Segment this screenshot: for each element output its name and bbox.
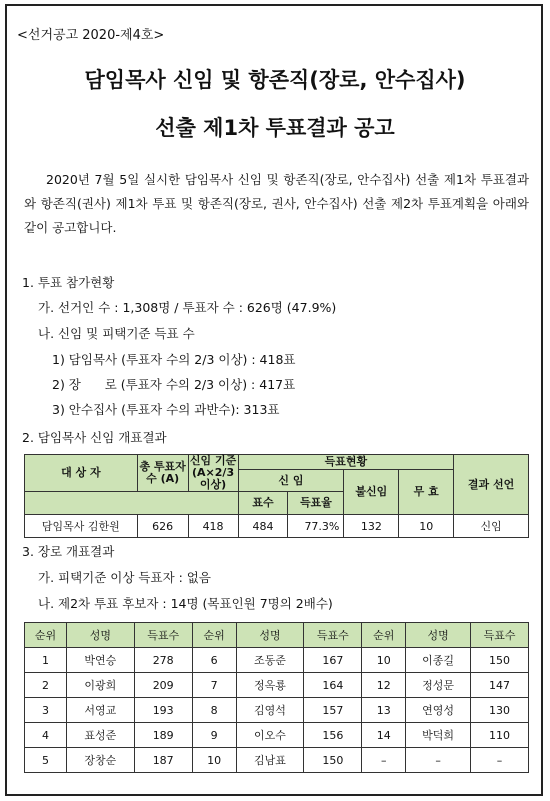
cell: 7 xyxy=(192,673,236,698)
header-standard: 신임 기준 (A×2/3 이상) xyxy=(189,454,237,491)
cell: – xyxy=(406,748,471,773)
cell: 14 xyxy=(362,723,406,748)
cell: 8 xyxy=(192,698,236,723)
cell: 4 xyxy=(25,723,67,748)
cell: 110 xyxy=(471,723,529,748)
cell: 484 xyxy=(238,515,288,538)
intro-paragraph xyxy=(24,168,529,240)
criteria-item: 1) 담임목사 (투표자 수의 2/3 이상) : 418표 xyxy=(52,352,296,367)
cell: – xyxy=(362,748,406,773)
table-row xyxy=(25,515,529,538)
section-1-heading: 1. 투표 참가현황 xyxy=(22,275,115,290)
cell: 김영석 xyxy=(236,698,304,723)
cell: 150 xyxy=(471,648,529,673)
header-status: 득표현황 xyxy=(238,455,454,470)
cell: 연영성 xyxy=(406,698,471,723)
elder-result-table xyxy=(24,622,529,773)
elder-line-b: 나. 제2차 투표 후보자 : 14명 (목표인원 7명의 2배수) xyxy=(38,596,333,611)
header-total: 총 투표자수 (A) xyxy=(137,455,188,492)
elder-line-a: 가. 피택기준 이상 득표자 : 없음 xyxy=(38,570,211,585)
cell: 정성문 xyxy=(406,673,471,698)
cell: 167 xyxy=(304,648,362,673)
section-2-heading: 2. 담임목사 신임 개표결과 xyxy=(22,430,167,445)
cell: 150 xyxy=(304,748,362,773)
header-result: 결과 선언 xyxy=(454,455,529,515)
cell: 정옥룡 xyxy=(236,673,304,698)
cell: 이종길 xyxy=(406,648,471,673)
header-confidence: 신 임 xyxy=(238,470,344,492)
header-target: 대 상 자 xyxy=(25,455,138,492)
cell: 장창순 xyxy=(66,748,134,773)
cell: 조동준 xyxy=(236,648,304,673)
cell: 박덕희 xyxy=(406,723,471,748)
header-name: 성명 xyxy=(236,623,304,648)
table-row xyxy=(25,648,529,673)
header-spacer xyxy=(25,492,239,515)
cell: 278 xyxy=(134,648,192,673)
cell: 이오수 xyxy=(236,723,304,748)
cell: 박연승 xyxy=(66,648,134,673)
cell: – xyxy=(471,748,529,773)
cell: 김남표 xyxy=(236,748,304,773)
table-row xyxy=(25,698,529,723)
voters-line: 가. 선거인 수 : 1,308명 / 투표자 수 : 626명 (47.9%) xyxy=(38,300,337,315)
cell: 6 xyxy=(192,648,236,673)
header-rank: 순위 xyxy=(25,623,67,648)
criteria-item: 2) 장 로 (투표자 수의 2/3 이상) : 417표 xyxy=(52,377,296,392)
pastor-result-table xyxy=(24,454,529,538)
cell: 189 xyxy=(134,723,192,748)
cell: 신임 xyxy=(454,515,529,538)
cell: 130 xyxy=(471,698,529,723)
cell: 626 xyxy=(137,515,188,538)
table-row xyxy=(25,723,529,748)
cell: 187 xyxy=(134,748,192,773)
cell: 132 xyxy=(344,515,399,538)
header-votes: 득표수 xyxy=(471,623,529,648)
title-line-2: 선출 제1차 투표결과 공고 xyxy=(155,116,395,140)
header-name: 성명 xyxy=(406,623,471,648)
cell: 10 xyxy=(192,748,236,773)
cell: 1 xyxy=(25,648,67,673)
table-row xyxy=(25,673,529,698)
header-rank: 순위 xyxy=(362,623,406,648)
header-invalid: 무 효 xyxy=(399,470,454,515)
table-row xyxy=(25,748,529,773)
cell: 3 xyxy=(25,698,67,723)
header-votes: 득표수 xyxy=(304,623,362,648)
cell: 418 xyxy=(188,515,238,538)
cell: 13 xyxy=(362,698,406,723)
title-line-1: 담임목사 신임 및 항존직(장로, 안수집사) xyxy=(84,68,466,92)
header-rank: 순위 xyxy=(192,623,236,648)
header-name: 성명 xyxy=(66,623,134,648)
cell: 서영교 xyxy=(66,698,134,723)
cell: 157 xyxy=(304,698,362,723)
cell: 표성준 xyxy=(66,723,134,748)
intro-text: 2020년 7월 5일 실시한 담임목사 신임 및 항존직(장로, 안수집사) 선출 제1차 투표결과와 항존직(권사) 제1차 투표 및 항존직(장로, 권사, 안수집사) 선출 제2차 투표계획을 아래와 같이 공고합니다. xyxy=(24,172,529,235)
cell: 5 xyxy=(25,748,67,773)
cell: 147 xyxy=(471,673,529,698)
section-3-heading: 3. 장로 개표결과 xyxy=(22,544,115,559)
cell: 193 xyxy=(134,698,192,723)
header-no-confidence: 불신임 xyxy=(344,470,399,515)
cell: 9 xyxy=(192,723,236,748)
header-votes: 득표수 xyxy=(134,623,192,648)
cell: 이광희 xyxy=(66,673,134,698)
cell: 77.3% xyxy=(288,515,344,538)
cell: 10 xyxy=(362,648,406,673)
cell: 12 xyxy=(362,673,406,698)
header-rate: 득표율 xyxy=(288,492,344,515)
header-votes: 표수 xyxy=(238,492,288,515)
notice-number: <선거공고 2020-제4호> xyxy=(17,28,165,43)
cell: 10 xyxy=(399,515,454,538)
cell: 209 xyxy=(134,673,192,698)
criteria-item: 3) 안수집사 (투표자 수의 과반수): 313표 xyxy=(52,402,280,417)
criteria-heading: 나. 신임 및 피택기준 득표 수 xyxy=(38,326,195,341)
cell: 156 xyxy=(304,723,362,748)
cell: 164 xyxy=(304,673,362,698)
cell: 2 xyxy=(25,673,67,698)
cell: 담임목사 김한원 xyxy=(25,515,138,538)
